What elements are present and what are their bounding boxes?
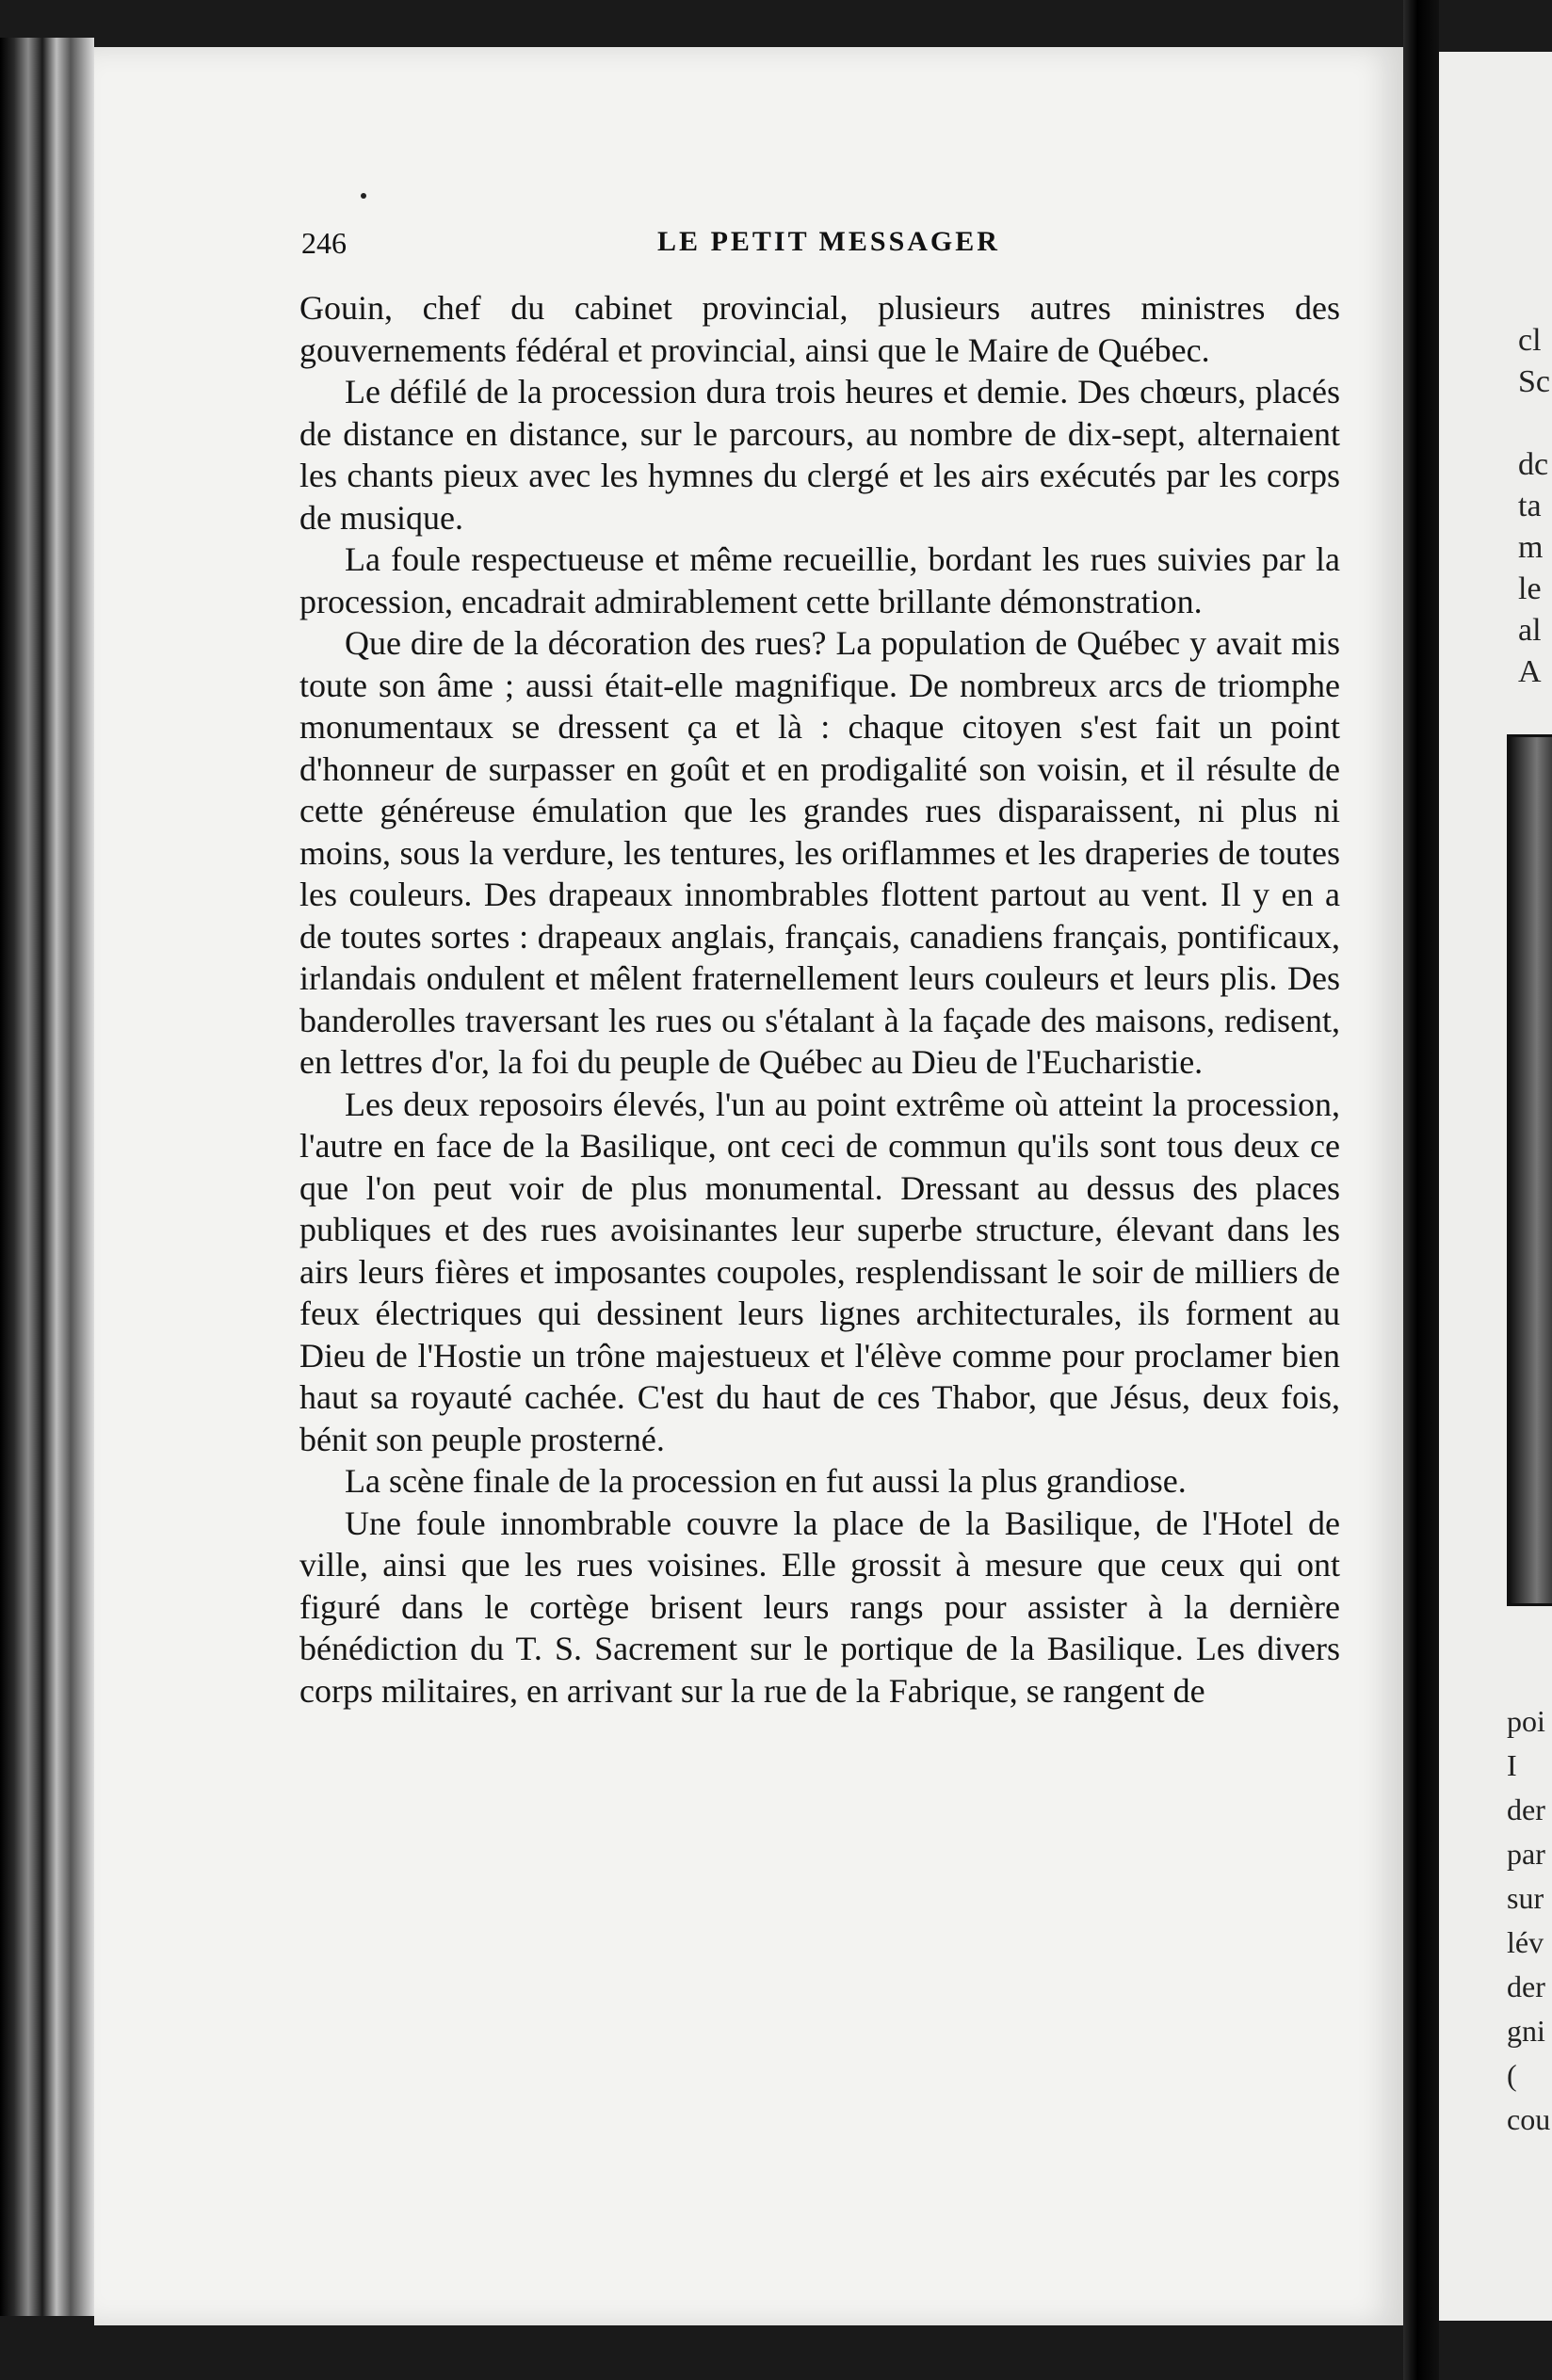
paragraph: La foule respectueuse et même recueillie, bordant les rues suivies par la procession, encadrait admirablement cette brillante démonstration. (299, 540, 1340, 620)
text-fragment: sur (1507, 1881, 1544, 1915)
right-page-photograph (1507, 734, 1552, 1606)
running-title: LE PETIT MESSAGER (657, 226, 1000, 257)
paragraph: Le défilé de la procession dura trois heures et demie. Des chœurs, placés de distance en distance, sur le parcours, au nombre de dix-sept, alternaient les chants pieux avec les hymnes du clergé et les airs exécutés par les corps de musique. (299, 373, 1340, 537)
body-text (299, 287, 1340, 1712)
text-fragment: dc (1518, 447, 1549, 482)
text-fragment: I (1507, 1748, 1517, 1782)
text-fragment: gni (1507, 2014, 1545, 2048)
text-fragment: Sc (1518, 364, 1550, 399)
text-fragment (1518, 403, 1552, 444)
paragraph: Les deux reposoirs élevés, l'un au point extrême où atteint la procession, l'autre en face de la Basilique, ont ceci de commun qu'ils sont tous deux ce que l'on peut voir de plus monumental. Dressant au dessus des places publiques et des rues avoisinantes leur superbe structure, élevant dans les airs leurs fières et imposantes coupoles, resplendissant le soir de milliers de feux électriques qui dessinent leurs lignes architecturales, ils forment au Dieu de l'Hostie un trône majestueux et l'élève comme pour proclamer bien haut sa royauté cachée. C'est du haut de ces Thabor, que Jésus, deux fois, bénit son peuple prosterné. (299, 1085, 1340, 1458)
page-header (301, 226, 1356, 282)
text-fragment: cou (1507, 2102, 1551, 2136)
text-fragment: poi (1507, 1704, 1545, 1738)
paragraph: La scène finale de la procession en fut aussi la plus grandiose. (345, 1462, 1187, 1500)
paragraph: Gouin, chef du cabinet provincial, plusieurs autres ministres des gouvernements fédéral et provincial, ainsi que le Maire de Québec. (299, 289, 1340, 369)
text-fragment: der (1507, 1970, 1545, 2003)
book-gutter (1403, 0, 1439, 2380)
text-fragment: A (1518, 654, 1542, 689)
ink-speck (361, 193, 366, 199)
book-binding-edge (0, 38, 94, 2316)
text-fragment: par (1507, 1837, 1545, 1871)
text-fragment: ( (1507, 2058, 1517, 2092)
paragraph: Une foule innombrable couvre la place de la Basilique, de l'Hotel de ville, ainsi que les rues voisines. Elle grossit à mesure que ceux qui ont figuré dans le cortège brisent leurs rangs pour assister à la dernière bénédiction du T. S. Sacrement sur le portique de la Basilique. Les divers corps militaires, en arrivant sur la rue de la Fabrique, se rangent de (299, 1504, 1340, 1710)
text-fragment: al (1518, 613, 1542, 648)
text-fragment: der (1507, 1793, 1545, 1826)
text-fragment: m (1518, 530, 1544, 565)
text-fragment: le (1518, 571, 1542, 606)
page-number: 246 (301, 226, 347, 260)
right-page-text-fragments-top (1518, 320, 1552, 693)
text-fragment: lév (1507, 1925, 1544, 1959)
text-fragment: cl (1518, 323, 1542, 358)
text-fragment: ta (1518, 489, 1542, 523)
right-page-text-fragments-bottom (1507, 1699, 1552, 2142)
paragraph: Que dire de la décoration des rues? La population de Québec y avait mis toute son âme ; aussi était-elle magnifique. De nombreux arcs de triomphe monumentaux se dressent ça et là : chaque citoyen s'est fait un point d'honneur de surpasser en goût et en prodigalité son voisin, et il résulte de cette généreuse émulation que les grandes rues disparaissent, ni plus ni moins, sous la verdure, les tentures, les oriflammes et les draperies de toutes les couleurs. Des drapeaux innombrables flottent partout au vent. Il y en a de toutes sortes : drapeaux anglais, français, canadiens français, pontificaux, irlandais ondulent et mêlent fraternellement leurs couleurs et leurs plis. Des banderolles traversant les rues ou s'étalant à la façade des maisons, redisent, en lettres d'or, la foi du peuple de Québec au Dieu de l'Eucharistie. (299, 624, 1340, 1081)
